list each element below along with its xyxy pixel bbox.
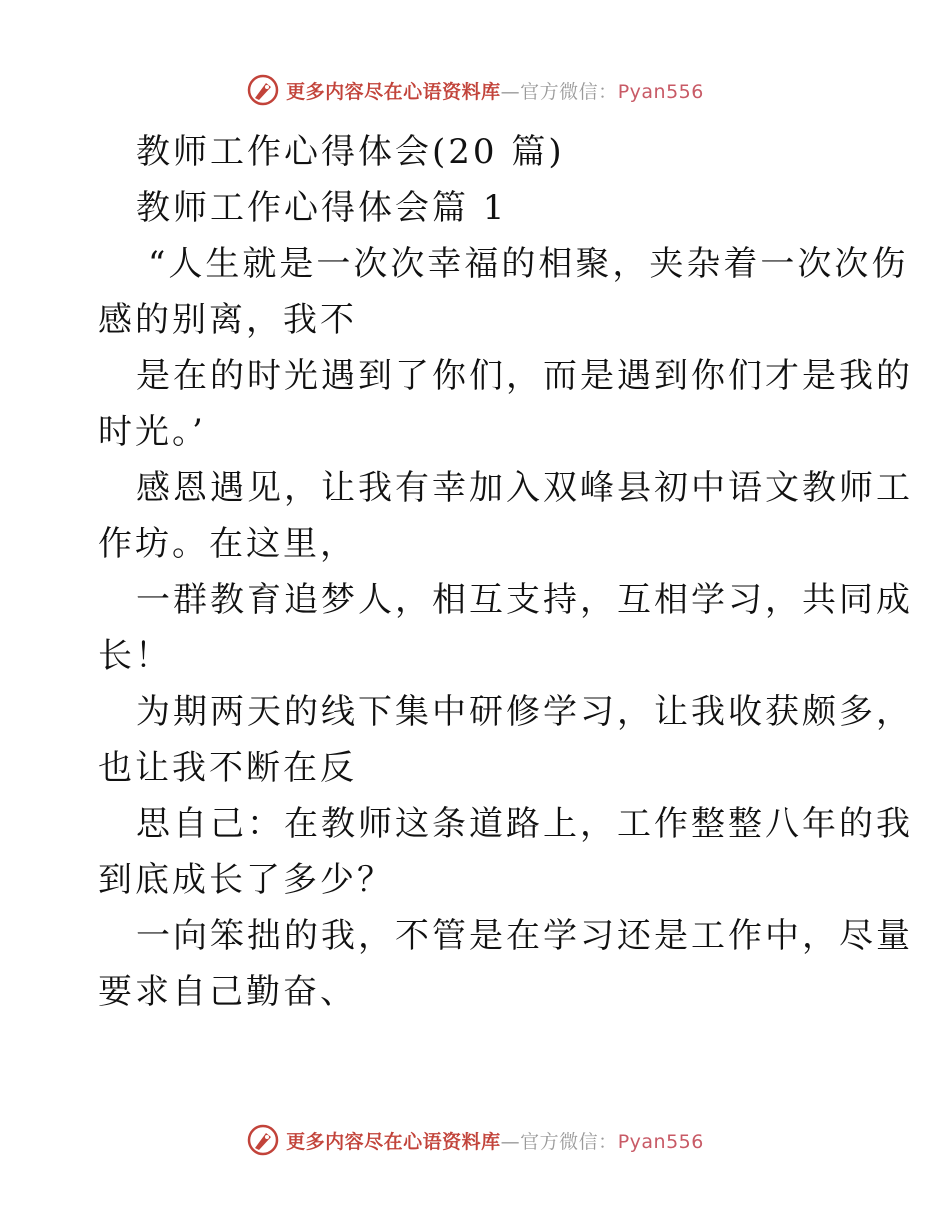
paragraph-line: 一群教育追梦人，相互支持，互相学习，共同成 bbox=[136, 580, 913, 620]
paragraph-line: 感的别离，我不 bbox=[98, 300, 357, 340]
pen-nib-logo-icon bbox=[246, 73, 280, 107]
banner-dash: — bbox=[500, 1130, 521, 1153]
paragraph-line: 一向笨拙的我，不管是在学习还是工作中，尽量 bbox=[136, 916, 913, 956]
section-heading: 教师工作心得体会篇 1 bbox=[136, 188, 508, 228]
paragraph-line: 到底成长了多少？ bbox=[98, 860, 394, 900]
paragraph-line: 为期两天的线下集中研修学习，让我收获颇多， bbox=[136, 692, 913, 732]
header-banner bbox=[0, 70, 950, 110]
footer-banner bbox=[0, 1120, 950, 1160]
banner-text bbox=[286, 1127, 704, 1154]
paragraph-line: 思自己：在教师这条道路上，工作整整八年的我 bbox=[136, 804, 913, 844]
banner-dash: — bbox=[500, 80, 521, 103]
document-title: 教师工作心得体会(20 篇) bbox=[136, 132, 565, 172]
paragraph-line: 要求自己勤奋、 bbox=[98, 972, 357, 1012]
paragraph-line: 是在的时光遇到了你们，而是遇到你们才是我的 bbox=[136, 356, 913, 396]
banner-main-text: 更多内容尽在心语资料库 bbox=[286, 80, 501, 103]
banner-text bbox=[286, 77, 704, 104]
pen-nib-logo-icon bbox=[246, 1123, 280, 1157]
paragraph-line: 作坊。在这里， bbox=[98, 524, 357, 564]
banner-wechat-id: Pyan556 bbox=[617, 1130, 704, 1153]
paragraph-line: 长！ bbox=[98, 636, 172, 676]
paragraph-line: “人生就是一次次幸福的相聚，夹杂着一次次伤 bbox=[148, 244, 909, 284]
banner-main-text: 更多内容尽在心语资料库 bbox=[286, 1130, 501, 1153]
document-body bbox=[98, 124, 913, 1020]
paragraph-line: 感恩遇见，让我有幸加入双峰县初中语文教师工 bbox=[136, 468, 913, 508]
banner-wechat-label: 官方微信： bbox=[520, 1130, 618, 1153]
paragraph-line: 时光。’ bbox=[98, 412, 206, 452]
banner-wechat-id: Pyan556 bbox=[617, 80, 704, 103]
paragraph-line: 也让我不断在反 bbox=[98, 748, 357, 788]
banner-wechat-label: 官方微信： bbox=[520, 80, 618, 103]
